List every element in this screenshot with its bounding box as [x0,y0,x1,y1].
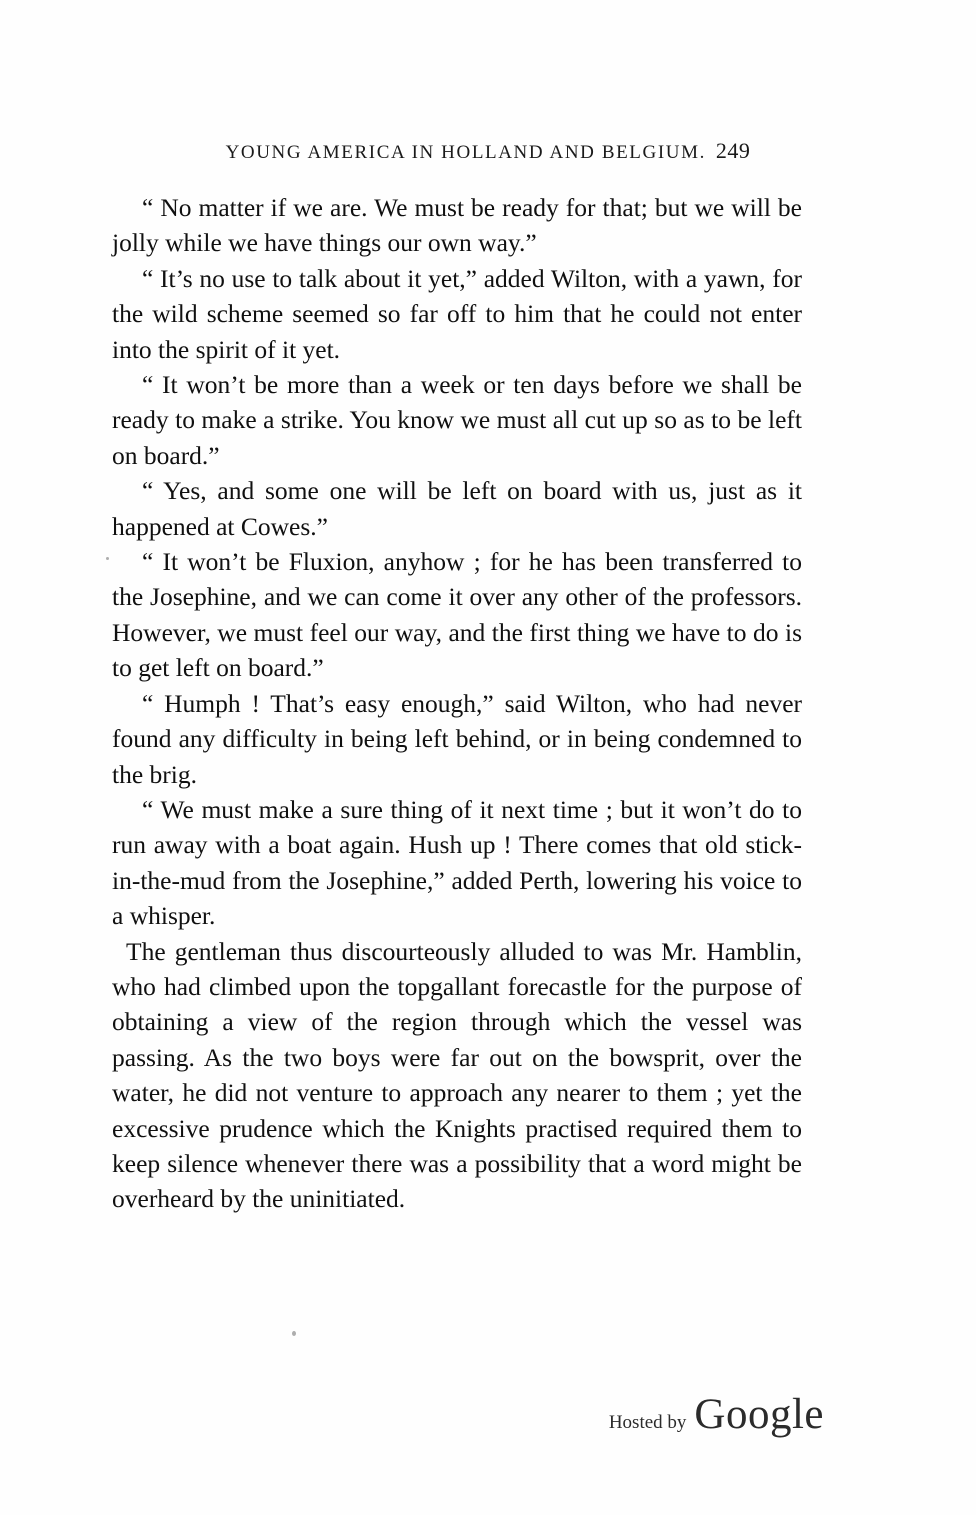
hosted-by-label: Hosted by [608,1412,687,1433]
scan-speck [292,1331,296,1336]
scan-speck [106,557,109,560]
paragraph: “ Yes, and some one will be left on board with us, just as it happened at Cowes.” [112,476,802,541]
paragraph: “ No matter if we are. We must be ready for that; but we will be jolly while we have things our own way.” [112,193,802,258]
page-number: 249 [715,138,751,163]
running-head [0,138,976,164]
google-wordmark: Google [694,1391,824,1438]
hosting-credit [0,1390,976,1439]
paragraph: The gentleman thus discourteously alluded to was Mr. Hamblin, who had climbed upon the topgallant forecastle for the purpose of obtaining a view of the region through which the vessel was passing. As the two boys were far out on the bowsprit, over the water, he did not venture to approach any nearer to them ; yet the excessive prudence which the Knights practised required them to keep silence whenever there was a possibility that a word might be overheard by the uninitiated. [112,936,802,1214]
paragraph: “ Humph ! That’s easy enough,” said Wilton, who had never found any difficulty in being left behind, or in being condemned to the brig. [112,688,802,789]
paragraph: “ It’s no use to talk about it yet,” added Wilton, with a yawn, for the wild scheme seemed so far off to him that he could not enter into the spirit of it yet. [112,263,802,364]
paragraph: “ It won’t be more than a week or ten days before we shall be ready to make a strike. You know we must all cut up so as to be left on board.” [112,370,802,470]
page-body [112,190,802,1217]
running-head-title: YOUNG AMERICA IN HOLLAND AND BELGIUM. [225,142,706,163]
paragraph: “ It won’t be Fluxion, anyhow ; for he has been transferred to the Josephine, and we can come it over any other of the professors. However, we must feel our way, and the first thing we have to do is to get left on board.” [112,547,802,683]
paragraph: “ We must make a sure thing of it next time ; but it won’t do to run away with a boat again. Hush up ! There comes that old stick-in-the-mud from the Josephine,” added Perth, lowering his voice to a whisper. [112,794,802,931]
